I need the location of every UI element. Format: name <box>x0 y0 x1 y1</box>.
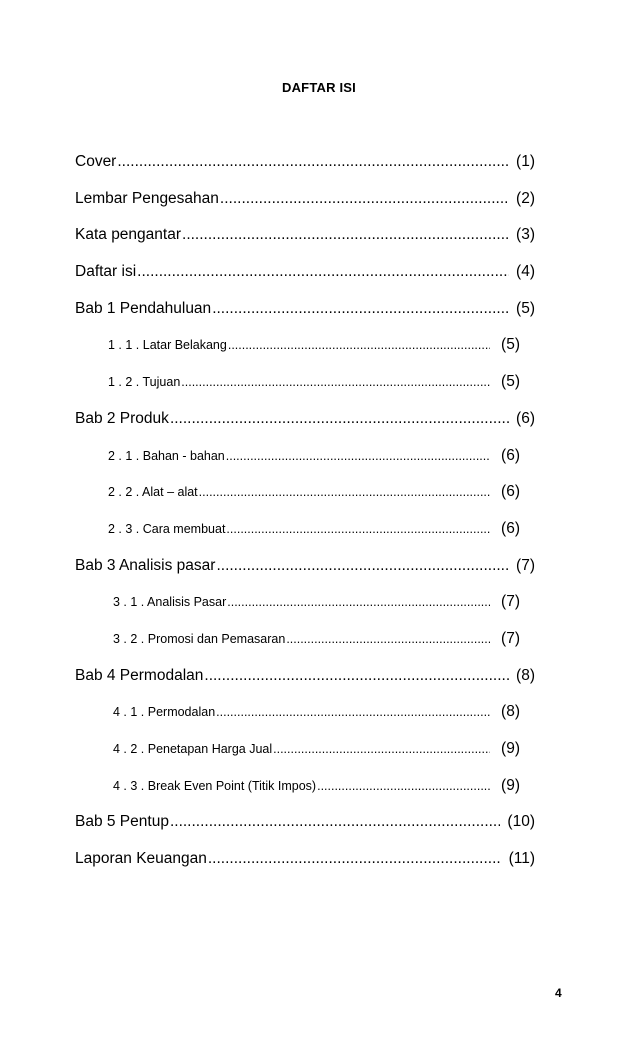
toc-leader-dots <box>208 847 502 871</box>
toc-entry-label: Laporan Keuangan <box>75 850 207 868</box>
toc-entry-page: (6) <box>501 483 520 501</box>
toc-entry-label: 2 . 1 . Bahan - bahan <box>108 448 225 463</box>
toc-leader-dots <box>204 664 509 688</box>
toc-entry-page: (6) <box>501 446 520 464</box>
toc-leader-dots <box>226 444 490 468</box>
toc-leader-dots <box>226 517 490 541</box>
toc-entry-label: 4 . 1 . Permodalan <box>113 705 216 720</box>
toc-entry <box>75 810 535 847</box>
toc-leader-dots <box>199 480 490 504</box>
toc-entry-label: 4 . 3 . Break Even Point (Titik Impos) <box>113 778 317 793</box>
toc-leader-dots <box>228 333 490 357</box>
toc-subentry <box>75 627 520 664</box>
toc-entry-label: 1 . 1 . Latar Belakang <box>108 338 227 353</box>
toc-entry-label: Daftar isi <box>75 263 137 281</box>
toc-leader-dots <box>137 260 509 284</box>
toc-entry-label: 3 . 2 . Promosi dan Pemasaran <box>113 631 286 646</box>
toc-entry-page: (8) <box>501 703 520 721</box>
toc-entry-label: Cover <box>75 153 117 170</box>
toc-leader-dots <box>212 297 509 321</box>
toc-entry <box>75 150 535 187</box>
toc-entry-label: Lembar Pengesahan <box>75 189 219 207</box>
toc-entry-label: 1 . 2 . Tujuan <box>108 375 181 390</box>
toc-entry-label: Bab 2 Produk <box>75 409 169 427</box>
toc-entry-label: Bab 5 Pentup <box>75 813 169 831</box>
toc-entry-label: Bab 3 Analisis pasar <box>75 556 216 574</box>
toc-subentry <box>75 444 520 481</box>
toc-entry <box>75 554 535 591</box>
toc-entry <box>75 847 535 884</box>
toc-leader-dots <box>182 223 509 247</box>
toc-entry-page: (6) <box>516 409 535 427</box>
toc-subentry <box>75 737 520 774</box>
toc-entry-page: (7) <box>501 593 520 611</box>
toc-entry <box>75 664 535 701</box>
toc-entry-page: (7) <box>516 556 535 574</box>
toc-entry-label: 2 . 3 . Cara membuat <box>108 521 226 536</box>
toc-entry-page: (10) <box>507 813 535 831</box>
toc-entry <box>75 187 535 224</box>
toc-subentry <box>75 517 520 554</box>
toc-entry-page: (7) <box>501 629 520 647</box>
toc-leader-dots <box>227 590 490 614</box>
toc-entry-page: (5) <box>516 299 535 317</box>
toc-entry <box>75 297 535 334</box>
toc-entry <box>75 260 535 297</box>
toc-entry-page: (1) <box>516 153 535 170</box>
toc-entry-page: (6) <box>501 519 520 537</box>
toc-subentry <box>75 333 520 370</box>
toc-entry-page: (2) <box>516 189 535 207</box>
toc-leader-dots <box>273 737 490 761</box>
toc-entry-page: (4) <box>516 263 535 281</box>
toc-leader-dots <box>170 810 500 834</box>
toc-leader-dots <box>286 627 490 651</box>
toc-subentry <box>75 590 520 627</box>
page-title: DAFTAR ISI <box>282 80 356 95</box>
toc-leader-dots <box>317 774 490 798</box>
toc-leader-dots <box>220 187 509 211</box>
page-number: 4 <box>555 986 562 1000</box>
toc-entry-page: (9) <box>501 740 520 757</box>
toc-subentry <box>75 774 520 811</box>
toc-entry-page: (5) <box>501 336 520 354</box>
table-of-contents <box>75 150 535 884</box>
toc-leader-dots <box>181 370 490 394</box>
toc-entry-page: (8) <box>516 666 535 684</box>
toc-leader-dots <box>216 700 490 724</box>
toc-entry-label: Kata pengantar <box>75 226 182 244</box>
toc-entry <box>75 407 535 444</box>
toc-entry <box>75 223 535 260</box>
toc-entry-page: (11) <box>508 850 535 868</box>
toc-entry-page: (3) <box>516 226 535 244</box>
toc-entry-label: 4 . 2 . Penetapan Harga Jual <box>113 742 273 756</box>
toc-entry-page: (5) <box>501 373 520 391</box>
toc-subentry <box>75 700 520 737</box>
toc-leader-dots <box>170 407 509 431</box>
toc-entry-label: Bab 1 Pendahuluan <box>75 299 212 317</box>
toc-entry-label: 3 . 1 . Analisis Pasar <box>113 595 227 610</box>
toc-subentry <box>75 480 520 517</box>
toc-entry-page: (9) <box>501 776 520 794</box>
toc-leader-dots <box>117 150 509 174</box>
toc-leader-dots <box>216 554 509 578</box>
toc-entry-label: 2 . 2 . Alat – alat <box>108 485 198 500</box>
toc-entry-label: Bab 4 Permodalan <box>75 666 204 684</box>
toc-subentry <box>75 370 520 407</box>
